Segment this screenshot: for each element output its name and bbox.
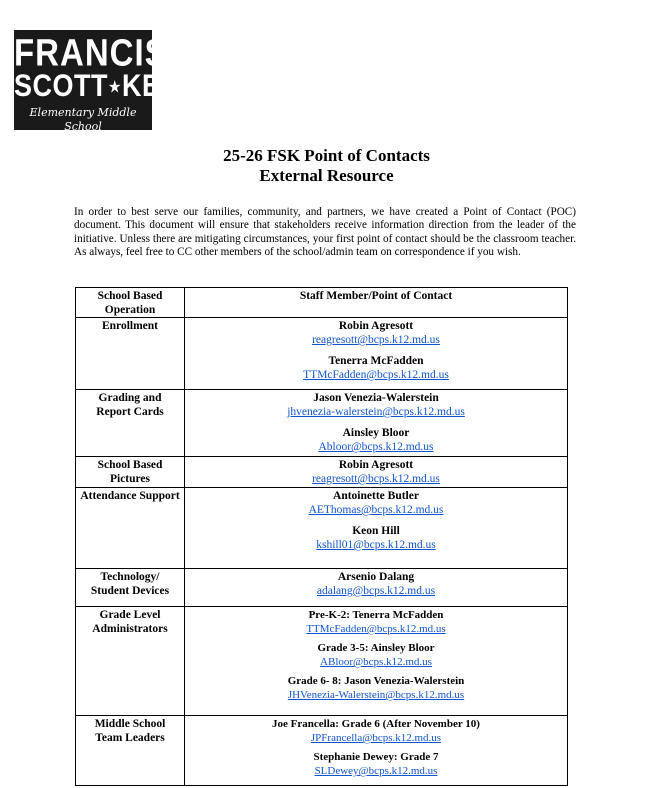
table-row [76, 457, 568, 488]
contact-name: Stephanie Dewey: Grade 7 [313, 751, 439, 763]
title-line-2: External Resource [259, 166, 394, 185]
table-row [76, 318, 568, 390]
contact-email-link[interactable]: SLDewey@bcps.k12.md.us [314, 765, 438, 777]
table-row [76, 569, 568, 607]
contact-email-link[interactable]: JPFrancella@bcps.k12.md.us [310, 732, 442, 744]
title-line-1: 25-26 FSK Point of Contacts [223, 146, 430, 165]
contact-email-link[interactable]: ABloor@bcps.k12.md.us [320, 656, 432, 668]
contact-email-link[interactable]: jhvenezia-walerstein@bcps.k12.md.us [287, 406, 465, 418]
contact-email-link[interactable]: kshill01@bcps.k12.md.us [316, 539, 436, 551]
contact-email-link[interactable]: TTMcFadden@bcps.k12.md.us [303, 369, 449, 381]
contact-cell [185, 488, 568, 569]
contact-email-link[interactable]: reagresott@bcps.k12.md.us [312, 473, 440, 485]
header-operation: School Based Operation [76, 288, 185, 318]
table-row [76, 716, 568, 786]
intro-paragraph: In order to best serve our families, community, and partners, we have created a Point of Contact (POC) document. This document will ensure that stakeholders receive information direction from the leader of the initiative. Unless there are mitigating circumstances, your first point of contact should be the classroom teacher. As always, feel free to CC other members of the school/admin team on correspondence if you wish. [74, 206, 576, 259]
table-row [76, 390, 568, 457]
contact-email-link[interactable]: AEThomas@bcps.k12.md.us [308, 504, 444, 516]
contact-cell [185, 390, 568, 457]
operation-cell: School Based Pictures [76, 457, 185, 488]
operation-cell: Technology/ Student Devices [76, 569, 185, 607]
contact-name: Jason Venezia-Walerstein [313, 392, 439, 404]
contact-cell [185, 318, 568, 390]
contact-email-link[interactable]: Abloor@bcps.k12.md.us [318, 441, 434, 453]
poc-table [75, 287, 568, 786]
contact-email-link[interactable]: reagresott@bcps.k12.md.us [312, 334, 440, 346]
contact-name: Arsenio Dalang [337, 571, 415, 583]
contact-name: Robin Agresott [338, 459, 414, 471]
contact-cell [185, 607, 568, 716]
logo-line-scott-key [14, 68, 179, 104]
contact-email-link[interactable]: JHVenezia-Walerstein@bcps.k12.md.us [287, 689, 465, 701]
table-header-row [76, 288, 568, 318]
logo-subtitle: Elementary Middle School [29, 105, 137, 133]
logo-key: KEY [121, 68, 179, 104]
table-row [76, 488, 568, 569]
contact-name: Pre-K-2: Tenerra McFadden [308, 609, 444, 621]
contact-name: Joe Francella: Grade 6 (After November 10) [272, 718, 480, 730]
operation-cell: Enrollment [76, 318, 185, 390]
contact-name: Robin Agresott [338, 320, 414, 332]
contact-name: Grade 3-5: Ainsley Bloor [317, 642, 435, 654]
operation-cell: Middle School Team Leaders [76, 716, 185, 786]
operation-cell: Grading and Report Cards [76, 390, 185, 457]
contact-name: Tenerra McFadden [328, 355, 424, 367]
operation-cell: Attendance Support [76, 488, 185, 569]
contact-name: Ainsley Bloor [342, 427, 410, 439]
contact-email-link[interactable]: TTMcFadden@bcps.k12.md.us [306, 623, 446, 635]
logo-line-francis: FRANCIS [14, 31, 168, 74]
star-icon: ★ [108, 77, 122, 98]
document-title [0, 146, 653, 186]
school-logo [14, 30, 179, 133]
contact-cell [185, 569, 568, 607]
logo-scott: SCOTT [14, 68, 108, 104]
contact-email-link[interactable]: adalang@bcps.k12.md.us [316, 585, 436, 597]
operation-cell: Grade Level Administrators [76, 607, 185, 716]
contact-name: Grade 6- 8: Jason Venezia-Walerstein [287, 675, 465, 687]
contact-name: Antoinette Butler [333, 490, 419, 502]
contact-cell [185, 457, 568, 488]
contact-cell [185, 716, 568, 786]
contact-name: Keon Hill [352, 525, 400, 537]
table-row [76, 607, 568, 716]
header-contact: Staff Member/Point of Contact [185, 288, 568, 318]
